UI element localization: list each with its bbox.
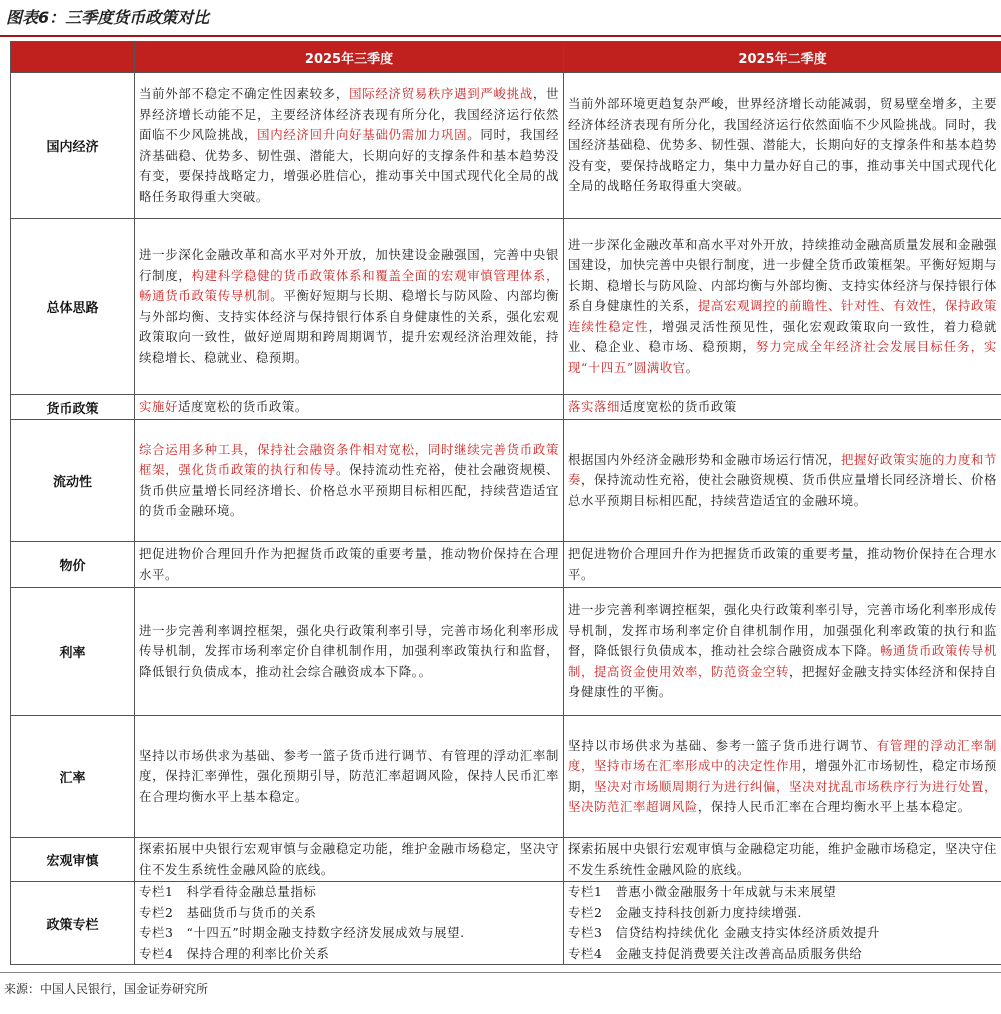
q3-text [135, 219, 564, 395]
body-text: 把促进物价合理回升作为把握货币政策的重要考量，推动物价保持在合理水平。 [568, 546, 997, 582]
highlight-text: 综合运用多种工具，保持社会融资条件相对宽松，同时继续完善货币政策框架，强化货币政策的执行和传导 [139, 441, 559, 477]
body-text: 进一步深化金融改革和高水平对外开放，持续推动金融高质量发展和金融强国建设，加快完善中央银行制度，进一步健全货币政策框架。平衡好短期与长期、稳增长与防风险、内部均衡与外部均衡、支持实体经济与保持银行体系自身健康性的关系， [568, 236, 997, 314]
highlight-text: 努力完成全年经济社会发展目标任务，实现“十四五”圆满收官 [568, 339, 997, 375]
table-header-row [11, 42, 1001, 73]
q2-text [564, 73, 1001, 219]
body-text: 。同时，我国经济基础稳、优势多、韧性强、潜能大，长期向好的支撑条件和基本趋势没有变，要保持战略定力，增强必胜信心，推动事关中国式现代化全局的战略任务取得重大突破。 [139, 127, 559, 204]
body-text: 。保持流动性充裕，使社会融资规模、货币供应量增长同经济增长、价格总水平预期目标相匹配，持续营造适宜的货币金融环境。 [139, 462, 560, 518]
q2-text [564, 716, 1001, 838]
q3-text [135, 838, 564, 882]
body-text: 适度宽松的货币政策 [619, 398, 737, 414]
q2-text [564, 838, 1001, 882]
row-macroprudential [11, 838, 1001, 882]
body-text: 当前外部环境更趋复杂严峻，世界经济增长动能减弱，贸易壁垒增多，主要经济体经济表现有所分化，我国经济运行依然面临不少风险挑战。同时，我国经济基础稳、优势多、韧性强、潜能大，长期向好的支撑条件和基本趋势没有变，要保持战略定力，集中力量办好自己的事，推动事关中国式现代化全局的战略任务取得重大突破。 [568, 96, 997, 194]
q3-text [135, 395, 564, 420]
highlight-text: 坚决对市场顺周期行为进行纠偏，坚决对扰乱市场秩序行为进行处置，坚决防范汇率超调风险 [568, 778, 997, 814]
body-text: 进一步完善利率调控框架，强化央行政策利率引导，完善市场化利率形成传导机制，发挥市场利率定价自律机制作用，加强利率政策执行和监督，降低银行负债成本，推动社会综合融资成本下降。。 [139, 622, 559, 679]
comparison-table [10, 41, 1001, 965]
body-text: 探索拓展中央银行宏观审慎与金融稳定功能，维护金融市场稳定，坚决守住不发生系统性金融风险的底线。 [568, 841, 997, 877]
list-item: 专栏2 金融支持科技创新力度持续增强. [568, 904, 802, 920]
row-prices [11, 542, 1001, 588]
footer-divider [0, 972, 1001, 973]
body-text: 。平衡好短期与长期、稳增长与防风险、内部均衡与外部均衡、支持实体经济与保持银行体系自身健康性的关系，强化宏观政策取向一致性，做好逆周期和跨周期调节，提升宏观经济治理效能，持续稳增长、稳就业、稳预期。 [139, 288, 560, 365]
category-label: 物价 [11, 542, 135, 588]
q3-text [135, 542, 564, 588]
body-text: 。 [685, 359, 699, 375]
header-blank [11, 42, 135, 73]
category-label: 货币政策 [11, 395, 135, 420]
q2-text [564, 420, 1001, 542]
body-text: 进一步完善利率调控框架，强化央行政策利率引导，完善市场化利率形成传导机制，发挥市场利率定价自律机制作用，加强强化利率政策的执行和监督，降低银行负债成本，推动社会综合融资成本下降。 [568, 602, 997, 659]
body-text: ，世界经济增长动能不足，主要经济体经济表现有所分化，我国经济运行依然面临不少风险挑战， [139, 86, 559, 142]
highlight-text: 畅通货币政策传导机制，提高资金使用效率，防范资金空转 [568, 643, 997, 679]
highlight-text: 把握好政策实施的力度和节奏 [568, 451, 997, 488]
list-item: 专栏1 普惠小微金融服务十年成就与未来展望 [568, 884, 837, 899]
q3-text [135, 420, 564, 542]
body-text: ，保持人民币汇率在合理均衡水平上基本稳定。 [697, 799, 971, 814]
highlight-text: 国际经济贸易秩序遇到严峻挑战 [349, 86, 533, 101]
list-item: 专栏3 “十四五”时期金融支持数字经济发展成效与展望. [139, 925, 465, 940]
q2-text [564, 219, 1001, 395]
body-text: 根据国内外经济金融形势和金融市场运行情况， [568, 451, 841, 467]
category-label: 政策专栏 [11, 882, 135, 965]
list-item: 专栏4 保持合理的利率比价关系 [139, 945, 330, 961]
q2-text [564, 395, 1001, 420]
category-label: 宏观审慎 [11, 838, 135, 882]
row-monetary-policy [11, 395, 1001, 420]
row-policy-columns [11, 882, 1001, 965]
header-q3: 2025年三季度 [135, 42, 564, 73]
row-liquidity [11, 420, 1001, 542]
q3-text [135, 73, 564, 219]
q2-column-list [564, 882, 1001, 965]
body-text: 进一步深化金融改革和高水平对外开放，加快建设金融强国，完善中央银行制度， [139, 247, 559, 283]
highlight-text: 提高宏观调控的前瞻性、针对性、有效性，保持政策连续性稳定性 [568, 298, 997, 334]
list-item: 专栏3 信贷结构持续优化 金融支持实体经济质效提升 [568, 925, 880, 940]
q2-text [564, 542, 1001, 588]
body-text: 适度宽松的货币政策。 [177, 398, 308, 414]
body-text: 坚持以市场供求为基础、参考一篮子货币进行调节、有管理的浮动汇率制度，保持汇率弹性，强化预期引导，防范汇率超调风险，保持人民币汇率在合理均衡水平上基本稳定。 [139, 747, 559, 804]
row-overall-approach [11, 219, 1001, 395]
q3-text [135, 716, 564, 838]
body-text: 把促进物价合理回升作为把握货币政策的重要考量，推动物价保持在合理水平。 [139, 546, 559, 582]
chart-title: 图表6：三季度货币政策对比 [6, 8, 210, 27]
header-q2: 2025年二季度 [564, 42, 1001, 73]
q3-text [135, 588, 564, 716]
category-label: 流动性 [11, 420, 135, 542]
highlight-text: 实施好 [139, 398, 178, 414]
highlight-text: 构建科学稳健的货币政策体系和覆盖全面的宏观审慎管理体系，畅通货币政策传导机制 [139, 267, 559, 303]
highlight-text: 落实落细 [568, 398, 620, 414]
body-text: ，把握好金融支持实体经济和保持自身健康性的平衡。 [568, 663, 997, 700]
body-text: 坚持以市场供求为基础、参考一篮子货币进行调节、 [568, 737, 877, 753]
list-item: 专栏2 基础货币与货币的关系 [139, 904, 317, 920]
body-text: ，增强灵活性预见性，强化宏观政策取向一致性，着力稳就业、稳企业、稳市场、稳预期， [568, 318, 997, 355]
body-text: ，增强外汇市场韧性，稳定市场预期， [568, 758, 997, 794]
body-text: 当前外部不稳定不确定性因素较多， [139, 86, 350, 101]
row-interest-rate [11, 588, 1001, 716]
q3-column-list [135, 882, 564, 965]
category-label: 总体思路 [11, 219, 135, 395]
source-note: 来源：中国人民银行，国金证券研究所 [4, 982, 209, 996]
row-exchange-rate [11, 716, 1001, 838]
row-domestic-economy [11, 73, 1001, 219]
body-text: ，保持流动性充裕，使社会融资规模、货币供应量增长同经济增长、价格总水平预期目标相匹配，持续营造适宜的金融环境。 [568, 472, 997, 508]
highlight-text: 有管理的浮动汇率制度，坚持市场在汇率形成中的决定性作用 [568, 737, 997, 773]
category-label: 利率 [11, 588, 135, 716]
highlight-text: 国内经济回升向好基础仍需加力巩固 [257, 127, 468, 142]
body-text: 探索拓展中央银行宏观审慎与金融稳定功能，维护金融市场稳定，坚决守住不发生系统性金融风险的底线。 [139, 841, 559, 877]
list-item: 专栏4 金融支持促消费要关注改善高品质服务供给 [568, 945, 863, 961]
title-divider [0, 35, 1001, 37]
category-label: 国内经济 [11, 73, 135, 219]
list-item: 专栏1 科学看待金融总量指标 [139, 884, 317, 899]
q2-text [564, 588, 1001, 716]
category-label: 汇率 [11, 716, 135, 838]
